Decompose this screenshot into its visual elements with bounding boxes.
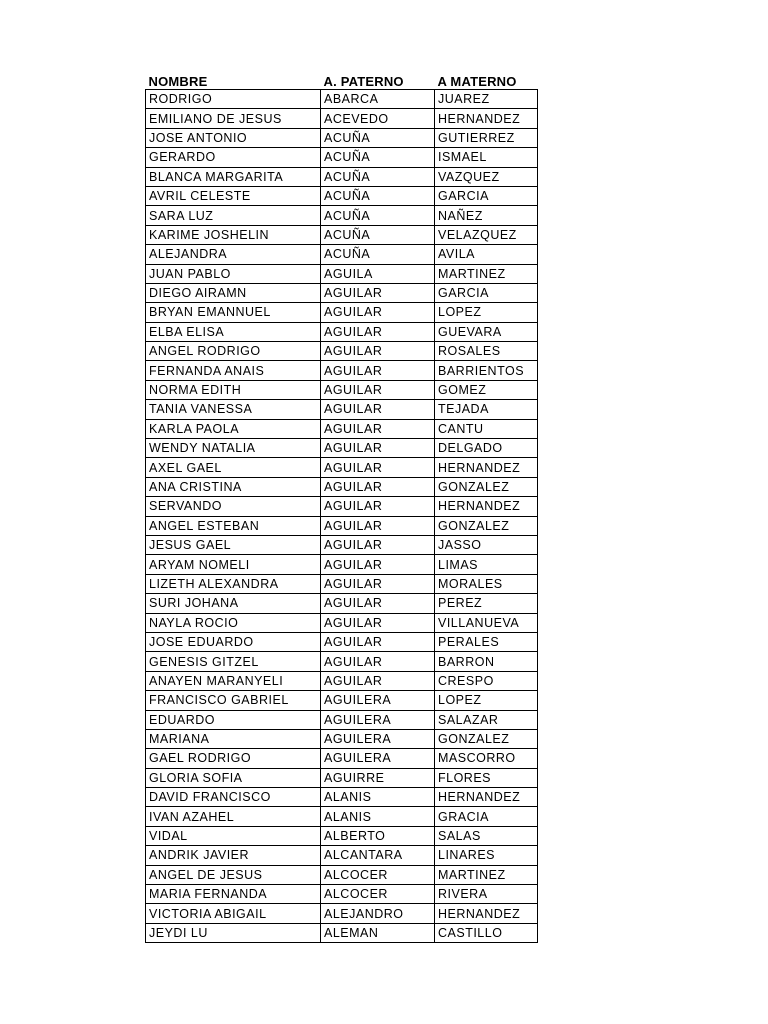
table-row <box>146 632 538 651</box>
cell-a-paterno: ALCOCER <box>321 885 435 904</box>
cell-a-materno: HERNANDEZ <box>435 109 538 128</box>
table-row <box>146 361 538 380</box>
cell-a-materno: GONZALEZ <box>435 477 538 496</box>
cell-a-materno: HERNANDEZ <box>435 904 538 923</box>
cell-a-materno: GONZALEZ <box>435 516 538 535</box>
name-list-sheet <box>145 70 538 943</box>
table-row <box>146 516 538 535</box>
cell-a-materno: LOPEZ <box>435 691 538 710</box>
cell-nombre: TANIA VANESSA <box>146 400 321 419</box>
cell-nombre: SARA LUZ <box>146 206 321 225</box>
table-row <box>146 865 538 884</box>
table-row <box>146 400 538 419</box>
cell-nombre: ANA CRISTINA <box>146 477 321 496</box>
cell-a-materno: HERNANDEZ <box>435 788 538 807</box>
table-row <box>146 885 538 904</box>
cell-nombre: DAVID FRANCISCO <box>146 788 321 807</box>
table-row <box>146 710 538 729</box>
cell-a-paterno: AGUILAR <box>321 342 435 361</box>
cell-a-paterno: AGUILAR <box>321 303 435 322</box>
cell-a-materno: SALAZAR <box>435 710 538 729</box>
cell-nombre: EMILIANO DE JESUS <box>146 109 321 128</box>
table-row <box>146 691 538 710</box>
table-row <box>146 846 538 865</box>
cell-a-materno: MARTINEZ <box>435 264 538 283</box>
table-row <box>146 342 538 361</box>
header-nombre: NOMBRE <box>148 74 208 89</box>
table-row <box>146 904 538 923</box>
table-row <box>146 128 538 147</box>
cell-a-paterno: AGUILERA <box>321 691 435 710</box>
table-row <box>146 167 538 186</box>
header-a-paterno: A. PATERNO <box>323 74 404 89</box>
table-row <box>146 555 538 574</box>
table-row <box>146 923 538 942</box>
cell-nombre: RODRIGO <box>146 90 321 109</box>
cell-a-paterno: ACUÑA <box>321 167 435 186</box>
cell-nombre: JUAN PABLO <box>146 264 321 283</box>
cell-nombre: FERNANDA ANAIS <box>146 361 321 380</box>
cell-nombre: ELBA ELISA <box>146 322 321 341</box>
table-row <box>146 574 538 593</box>
cell-a-paterno: AGUILAR <box>321 283 435 302</box>
table-row <box>146 652 538 671</box>
table-row <box>146 613 538 632</box>
cell-nombre: ANDRIK JAVIER <box>146 846 321 865</box>
cell-a-materno: MARTINEZ <box>435 865 538 884</box>
cell-a-paterno: AGUILAR <box>321 497 435 516</box>
cell-a-materno: NAÑEZ <box>435 206 538 225</box>
cell-a-paterno: AGUILAR <box>321 516 435 535</box>
cell-a-paterno: AGUILAR <box>321 632 435 651</box>
table-row <box>146 826 538 845</box>
cell-a-paterno: AGUILAR <box>321 613 435 632</box>
cell-nombre: ANAYEN MARANYELI <box>146 671 321 690</box>
cell-nombre: ANGEL DE JESUS <box>146 865 321 884</box>
cell-a-materno: GRACIA <box>435 807 538 826</box>
cell-nombre: AVRIL CELESTE <box>146 186 321 205</box>
cell-a-materno: CASTILLO <box>435 923 538 942</box>
cell-nombre: ANGEL ESTEBAN <box>146 516 321 535</box>
cell-nombre: GERARDO <box>146 148 321 167</box>
cell-a-paterno: AGUILAR <box>321 671 435 690</box>
cell-nombre: VICTORIA ABIGAIL <box>146 904 321 923</box>
cell-a-materno: SALAS <box>435 826 538 845</box>
cell-nombre: NAYLA ROCIO <box>146 613 321 632</box>
cell-nombre: VIDAL <box>146 826 321 845</box>
cell-a-materno: HERNANDEZ <box>435 497 538 516</box>
name-table <box>145 70 538 943</box>
cell-a-paterno: ALCANTARA <box>321 846 435 865</box>
table-row <box>146 245 538 264</box>
table-row <box>146 535 538 554</box>
cell-a-paterno: AGUILAR <box>321 458 435 477</box>
cell-a-paterno: AGUIRRE <box>321 768 435 787</box>
cell-nombre: GLORIA SOFIA <box>146 768 321 787</box>
cell-nombre: JOSE EDUARDO <box>146 632 321 651</box>
cell-a-paterno: AGUILAR <box>321 555 435 574</box>
cell-a-materno: ROSALES <box>435 342 538 361</box>
cell-a-materno: BARRIENTOS <box>435 361 538 380</box>
cell-a-materno: HERNANDEZ <box>435 458 538 477</box>
table-row <box>146 749 538 768</box>
cell-nombre: MARIANA <box>146 729 321 748</box>
cell-a-materno: AVILA <box>435 245 538 264</box>
table-row <box>146 264 538 283</box>
cell-a-paterno: ACUÑA <box>321 245 435 264</box>
cell-nombre: LIZETH ALEXANDRA <box>146 574 321 593</box>
cell-nombre: BRYAN EMANNUEL <box>146 303 321 322</box>
table-row <box>146 439 538 458</box>
cell-nombre: AXEL GAEL <box>146 458 321 477</box>
cell-nombre: SERVANDO <box>146 497 321 516</box>
cell-a-materno: LINARES <box>435 846 538 865</box>
table-row <box>146 90 538 109</box>
cell-a-materno: LIMAS <box>435 555 538 574</box>
table-row <box>146 594 538 613</box>
table-row <box>146 419 538 438</box>
header-a-materno: A MATERNO <box>437 74 517 89</box>
cell-nombre: ANGEL RODRIGO <box>146 342 321 361</box>
table-row <box>146 458 538 477</box>
cell-a-paterno: ABARCA <box>321 90 435 109</box>
cell-nombre: IVAN AZAHEL <box>146 807 321 826</box>
cell-nombre: JEYDI LU <box>146 923 321 942</box>
cell-a-paterno: AGUILERA <box>321 710 435 729</box>
table-row <box>146 303 538 322</box>
cell-a-materno: GUEVARA <box>435 322 538 341</box>
cell-a-materno: CANTU <box>435 419 538 438</box>
cell-a-paterno: AGUILA <box>321 264 435 283</box>
cell-a-materno: GOMEZ <box>435 380 538 399</box>
table-row <box>146 148 538 167</box>
header-row <box>146 70 538 90</box>
cell-nombre: NORMA EDITH <box>146 380 321 399</box>
cell-a-materno: VAZQUEZ <box>435 167 538 186</box>
cell-a-paterno: AGUILAR <box>321 535 435 554</box>
cell-nombre: MARIA FERNANDA <box>146 885 321 904</box>
cell-a-paterno: ALEJANDRO <box>321 904 435 923</box>
table-row <box>146 788 538 807</box>
cell-nombre: KARLA PAOLA <box>146 419 321 438</box>
cell-a-materno: PERALES <box>435 632 538 651</box>
table-row <box>146 671 538 690</box>
cell-a-materno: ISMAEL <box>435 148 538 167</box>
cell-a-paterno: AGUILAR <box>321 361 435 380</box>
cell-a-paterno: ACUÑA <box>321 148 435 167</box>
cell-nombre: JOSE ANTONIO <box>146 128 321 147</box>
cell-nombre: ALEJANDRA <box>146 245 321 264</box>
cell-nombre: EDUARDO <box>146 710 321 729</box>
cell-a-paterno: AGUILERA <box>321 729 435 748</box>
cell-a-paterno: ACUÑA <box>321 206 435 225</box>
cell-nombre: DIEGO AIRAMN <box>146 283 321 302</box>
cell-a-paterno: ALBERTO <box>321 826 435 845</box>
cell-a-materno: MASCORRO <box>435 749 538 768</box>
cell-a-paterno: AGUILERA <box>321 749 435 768</box>
cell-nombre: WENDY NATALIA <box>146 439 321 458</box>
table-row <box>146 206 538 225</box>
cell-a-paterno: AGUILAR <box>321 652 435 671</box>
cell-a-materno: VILLANUEVA <box>435 613 538 632</box>
table-row <box>146 729 538 748</box>
cell-a-paterno: AGUILAR <box>321 380 435 399</box>
cell-a-materno: JUAREZ <box>435 90 538 109</box>
cell-a-paterno: AGUILAR <box>321 322 435 341</box>
table-row <box>146 283 538 302</box>
cell-nombre: BLANCA MARGARITA <box>146 167 321 186</box>
cell-a-materno: RIVERA <box>435 885 538 904</box>
table-row <box>146 109 538 128</box>
table-row <box>146 322 538 341</box>
cell-nombre: SURI JOHANA <box>146 594 321 613</box>
cell-a-materno: PEREZ <box>435 594 538 613</box>
table-row <box>146 477 538 496</box>
cell-a-materno: FLORES <box>435 768 538 787</box>
cell-a-materno: MORALES <box>435 574 538 593</box>
cell-a-materno: BARRON <box>435 652 538 671</box>
cell-a-paterno: AGUILAR <box>321 400 435 419</box>
table-body <box>146 90 538 943</box>
cell-nombre: JESUS GAEL <box>146 535 321 554</box>
cell-a-paterno: ALCOCER <box>321 865 435 884</box>
cell-a-paterno: ALANIS <box>321 788 435 807</box>
cell-a-materno: JASSO <box>435 535 538 554</box>
cell-a-paterno: AGUILAR <box>321 419 435 438</box>
cell-a-paterno: ALANIS <box>321 807 435 826</box>
cell-a-paterno: ACEVEDO <box>321 109 435 128</box>
cell-a-paterno: AGUILAR <box>321 477 435 496</box>
cell-a-paterno: ACUÑA <box>321 225 435 244</box>
table-row <box>146 380 538 399</box>
cell-a-paterno: ALEMAN <box>321 923 435 942</box>
cell-a-paterno: AGUILAR <box>321 439 435 458</box>
cell-a-materno: GARCIA <box>435 283 538 302</box>
cell-a-materno: VELAZQUEZ <box>435 225 538 244</box>
cell-a-paterno: AGUILAR <box>321 574 435 593</box>
cell-a-materno: CRESPO <box>435 671 538 690</box>
table-row <box>146 768 538 787</box>
cell-a-materno: GUTIERREZ <box>435 128 538 147</box>
cell-a-paterno: AGUILAR <box>321 594 435 613</box>
cell-a-materno: LOPEZ <box>435 303 538 322</box>
cell-a-materno: DELGADO <box>435 439 538 458</box>
table-row <box>146 225 538 244</box>
cell-nombre: KARIME JOSHELIN <box>146 225 321 244</box>
table-row <box>146 186 538 205</box>
cell-a-materno: GARCIA <box>435 186 538 205</box>
cell-nombre: FRANCISCO GABRIEL <box>146 691 321 710</box>
cell-nombre: GENESIS GITZEL <box>146 652 321 671</box>
cell-a-paterno: ACUÑA <box>321 186 435 205</box>
table-row <box>146 497 538 516</box>
cell-nombre: ARYAM NOMELI <box>146 555 321 574</box>
cell-a-paterno: ACUÑA <box>321 128 435 147</box>
cell-nombre: GAEL RODRIGO <box>146 749 321 768</box>
cell-a-materno: TEJADA <box>435 400 538 419</box>
cell-a-materno: GONZALEZ <box>435 729 538 748</box>
table-row <box>146 807 538 826</box>
